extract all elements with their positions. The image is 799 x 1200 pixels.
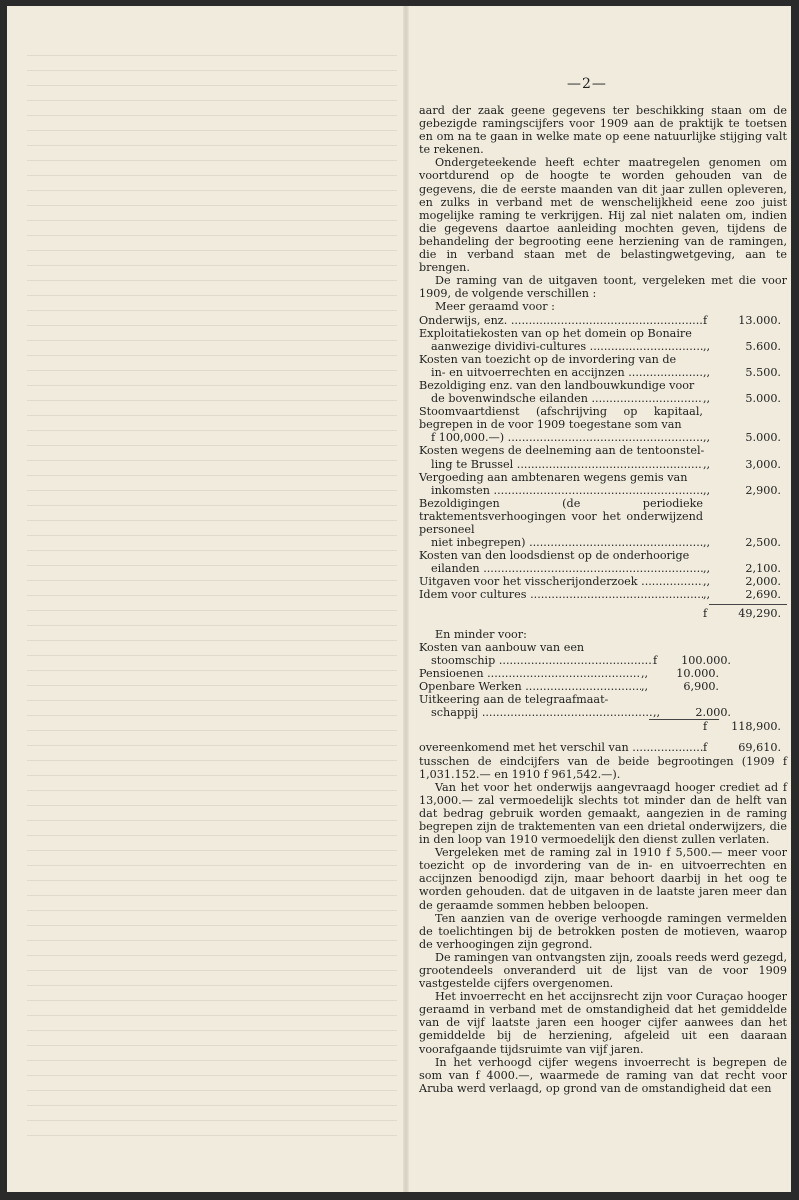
meer-amount: 2,100. (745, 562, 781, 576)
paragraph-intro-1: aard der zaak geene gegevens ter beschikking staan om de gebezigde ramingscijfers voor 1909 aan de praktijk te toetsen en om na te gaan in welke mate op eene natuurlijke stijging valt te rekenen. (419, 104, 787, 157)
minder-amount: 2.000. (695, 706, 731, 720)
minder-label: Uitkeering aan de telegraafmaat- (419, 693, 609, 707)
bleed-through-text (27, 46, 397, 1146)
meer-row (419, 549, 787, 575)
meer-table (419, 314, 787, 620)
verschil-currency: f (703, 741, 708, 755)
minder-amount: 10.000. (676, 666, 719, 680)
meer-currency: ,, (703, 562, 711, 576)
meer-amount: 2,900. (745, 483, 781, 497)
minder-label: Kosten van aanbouw van een (419, 640, 585, 654)
meer-total-amount: 49,290. (738, 606, 781, 620)
meer-row (419, 497, 787, 549)
meer-currency: ,, (703, 483, 711, 497)
minder-label-cont: stoomschip ..... (431, 654, 653, 667)
minder-label-cont: schappij ..... (431, 706, 653, 719)
meer-row (419, 379, 787, 405)
meer-currency: f (703, 313, 708, 327)
minder-currency: f (653, 653, 658, 667)
paragraph-closing-6: Het invoerrecht en het accijnsrecht zijn voor Curaçao hooger geraamd in verband met de omstandigheid dat het gemiddelde van de vijf laatste jaren een hooger cijfer aanwees dan het gemiddelde bij de herziening, afgeleid uit een daaraan voorafgaande tijdsruimte van vijf jaren. (419, 990, 787, 1056)
minder-row (419, 641, 787, 667)
meer-amount: 13.000. (738, 313, 781, 327)
minder-row (419, 680, 719, 693)
meer-currency: ,, (703, 392, 711, 406)
minder-label: Pensioenen ..... (419, 667, 641, 680)
meer-label-cont: de bovenwindsche eilanden ..... (431, 392, 703, 405)
paragraph-closing-3: Vergeleken met de raming zal in 1910 f 5,500.— meer voor toezicht op de invordering van de in- en uitvoerrechten en accijnzen benoodigd zijn, maar behoort daarbij in het oog te worden gehouden. dat de uitgaven in de laatste jaren meer dan de geraamde sommen hebben beloopen. (419, 846, 787, 912)
paragraph-intro-2: Ondergeteekende heeft echter maatregelen genomen om voortdurend op de hoogte te worden gehouden van de gegevens, die de eerste maanden van dit jaar zullen opleveren, en zulks in verband met de wenschelijkheid eene zoo juist mogelijke raming te verkrijgen. Hij zal niet nalaten om, indien die gegevens daartoe aanleiding mochten geven, tijdens de behandeling der begrooting eene herziening van de ramingen, die in verband staan met de belastingwetgeving, aan te brengen. (419, 156, 787, 275)
minder-label: Openbare Werken ..... (419, 680, 641, 693)
meer-label: Vergoeding aan ambtenaren wegens gemis van (419, 470, 688, 484)
paragraph-closing-1: tusschen de eindcijfers van de beide begrootingen (1909 f 1,031.152.— en 1910 f 961,542.—). (419, 754, 787, 781)
meer-label: Uitgaven voor het visscherijonderzoek ..... (419, 575, 703, 588)
minder-currency: ,, (641, 680, 649, 694)
meer-amount: 3,000. (745, 457, 781, 471)
meer-row (419, 575, 787, 588)
meer-row (419, 405, 787, 444)
meer-heading: Meer geraamd voor : (435, 300, 555, 314)
meer-label: Kosten van toezicht op de invordering van de (419, 352, 677, 366)
meer-currency: ,, (703, 339, 711, 353)
meer-amount: 5.600. (745, 339, 781, 353)
meer-amount: 2,000. (745, 575, 781, 589)
meer-row (419, 471, 787, 497)
meer-amount: 5.000. (745, 392, 781, 406)
minder-table (419, 641, 787, 734)
paragraph-closing-5: De ramingen van ontvangsten zijn, zooals reeds werd gezegd, grootendeels onveranderd uit de lijst van de voor 1909 vastgestelde cijfers overgenomen. (419, 950, 787, 991)
meer-row (419, 314, 787, 327)
paragraph-intro-3: De raming van de uitgaven toont, vergeleken met die voor 1909, de volgende verschillen : (419, 274, 787, 301)
minder-total-currency: f (703, 720, 708, 734)
meer-label-cont: inkomsten ..... (431, 484, 703, 497)
text-column (419, 104, 787, 1095)
meer-row (419, 444, 787, 470)
meer-label-cont: f 100,000.—) ..... (431, 431, 703, 444)
minder-row (419, 693, 787, 719)
minder-amount: 6,900. (683, 680, 719, 694)
meer-label: Stoomvaartdienst (afschrijving op kapitaal, begrepen in de voor 1909 toegestane som van (419, 405, 703, 432)
meer-label-cont: in- en uitvoerrechten en accijnzen ..... (431, 366, 703, 379)
minder-total-row (419, 720, 787, 733)
meer-row (419, 353, 787, 379)
meer-label: Kosten wegens de deelneming aan de tentoonstel- (419, 444, 705, 458)
meer-currency: ,, (703, 575, 711, 589)
meer-currency: ,, (703, 588, 711, 602)
meer-amount: 5.000. (745, 431, 781, 445)
minder-row (419, 667, 719, 680)
meer-label: Onderwijs, enz. ..... (419, 314, 703, 327)
meer-label: Exploitatiekosten van op het domein op Bonaire (419, 326, 692, 340)
page-fold (403, 6, 409, 1192)
meer-total-currency: f (703, 606, 708, 620)
meer-label-cont: ling te Brussel ..... (431, 458, 703, 471)
meer-label: Bezoldigingen (de periodieke traktementsverhoogingen voor het onderwijzend personeel (419, 496, 703, 536)
verschil-label: overeenkomend met het verschil van ..... (419, 741, 703, 754)
meer-currency: ,, (703, 365, 711, 379)
meer-label: Bezoldiging enz. van den landbouwkundige voor (419, 378, 695, 392)
meer-amount: 2,500. (745, 536, 781, 550)
meer-currency: ,, (703, 536, 711, 550)
meer-row (419, 327, 787, 353)
verschil-row (419, 741, 787, 754)
meer-amount: 5.500. (745, 365, 781, 379)
meer-currency: ,, (703, 457, 711, 471)
total-rule (709, 604, 787, 605)
meer-row (419, 588, 787, 601)
document-page (7, 6, 791, 1192)
meer-label-cont: eilanden ..... (431, 562, 703, 575)
minder-currency: ,, (641, 666, 649, 680)
minder-currency: ,, (653, 706, 661, 720)
meer-label-cont: aanwezige dividivi-cultures ..... (431, 340, 703, 353)
paragraph-closing-7: In het verhoogd cijfer wegens invoerrecht is begrepen de som van f 4000.—, waarmede de raming van dat recht voor Aruba werd verlaagd, op grond van de omstandigheid dat een (419, 1055, 787, 1095)
meer-total-row (419, 607, 787, 620)
meer-currency: ,, (703, 431, 711, 445)
minder-total-amount: 118,900. (731, 720, 781, 734)
meer-label: Kosten van den loodsdienst op de onderhoorige (419, 549, 690, 563)
meer-label-cont: niet inbegrepen) ..... (431, 536, 703, 549)
paragraph-closing-2: Van het voor het onderwijs aangevraagd hooger crediet ad f 13,000.— zal vermoedelijk slechts tot minder dan de helft van dat bedrag gebruik worden gemaakt, aangezien in de raming begrepen zijn de traktementen van een drietal onderwijzers, die in den loop van 1910 vermoedelijk den dienst zullen verlaten. (419, 780, 787, 847)
meer-amount: 2,690. (745, 588, 781, 602)
verschil-amount: 69,610. (738, 741, 781, 755)
minder-amount: 100.000. (681, 653, 731, 667)
meer-label: Idem voor cultures ..... (419, 588, 703, 601)
page-number: —2— (567, 76, 607, 92)
paragraph-closing-4: Ten aanzien van de overige verhoogde ramingen vermelden de toelichtingen bij de betrokken posten de motieven, waarop de verhoogingen zijn gegrond. (419, 911, 787, 951)
minder-heading: En minder voor: (435, 627, 527, 641)
